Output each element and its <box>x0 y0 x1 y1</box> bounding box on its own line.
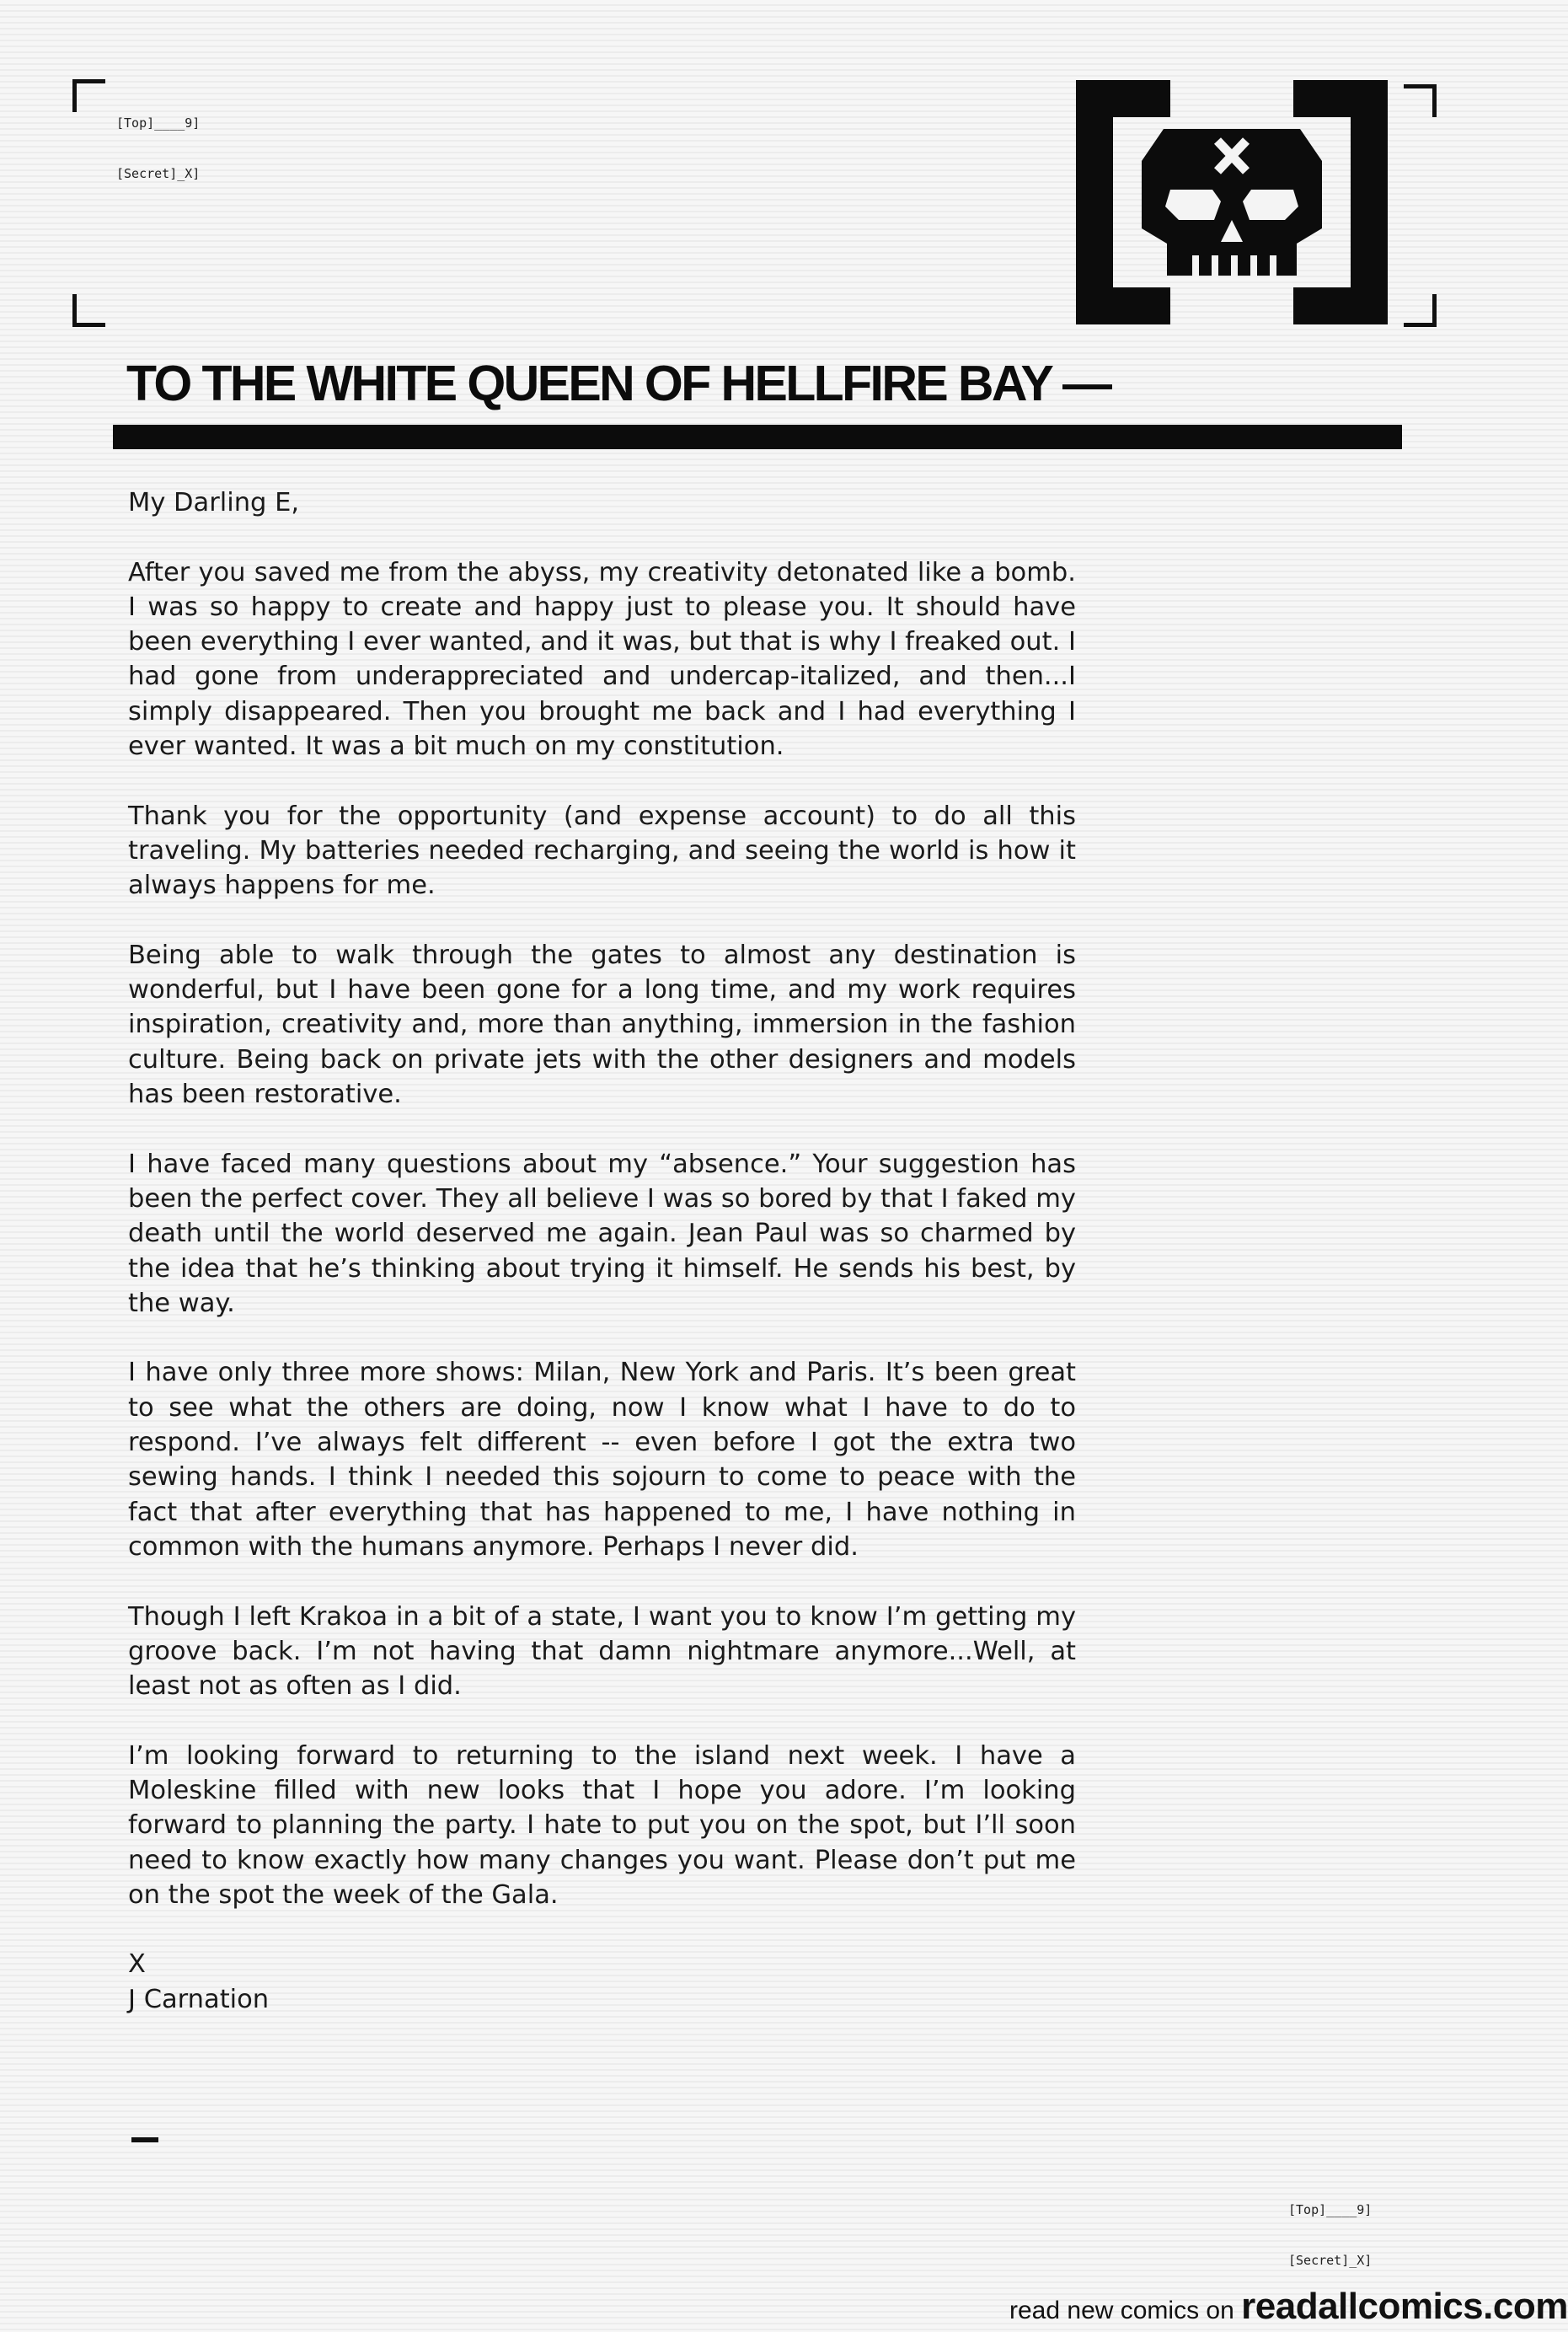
letter-paragraph: Though I left Krakoa in a bit of a state, I want you to know I’m getting my groove back. I’m not having that damn nightmare anymore...Well, at least not as often as I did. <box>128 1601 1076 1702</box>
letter-body <box>128 485 1076 2017</box>
letter-paragraph: After you saved me from the abyss, my creativity detonated like a bomb. I was so happy to create and happy just to please you. It should have been everything I ever wanted, and it was, but that is why I freaked out. I had gone from underappreciated and undercap-italized, and then...I simply disappeared. Then you brought me back and I had everything I ever wanted. It was a bit much on my constitution. <box>128 557 1076 762</box>
letter-paragraph: I’m looking forward to returning to the island next week. I have a Moleskine filled with new looks that I hope you adore. I’m looking forward to planning the party. I hate to put you on the spot, but I’ll soon need to know exactly how many changes you want. Please don’t put me on the spot the week of the Gala. <box>128 1740 1076 1910</box>
headline-underline-bar <box>113 425 1402 449</box>
classification-stamp-top <box>116 81 200 199</box>
classification-line: [Top]____9] <box>1288 2202 1373 2217</box>
footer-prefix: read new comics on <box>1009 2297 1242 2324</box>
skull-x-bracket-logo <box>1076 80 1388 324</box>
closing-dash <box>131 2137 158 2142</box>
classification-line: [Top]____9] <box>116 115 201 131</box>
frame-corner-bottom-right <box>1404 294 1437 327</box>
signoff-mark: X <box>128 1949 146 1980</box>
classification-stamp-bottom <box>1288 2168 1372 2286</box>
letter-paragraph: I have faced many questions about my “absence.” Your suggestion has been the perfect cover. They all believe I was so bored by that I faked my death until the world deserved me again. Jean Paul was so charmed by the idea that he’s thinking about trying it himself. He sends his best, by the way. <box>128 1149 1076 1318</box>
letter-paragraph: Thank you for the opportunity (and expense account) to do all this traveling. My batteries needed recharging, and seeing the world is how it always happens for me. <box>128 801 1076 901</box>
footer-credit <box>1009 2286 1568 2328</box>
letter-paragraph: Being able to walk through the gates to almost any destination is wonderful, but I have been gone for a long time, and my work requires inspiration, creativity and, more than anything, immersion in the fashion culture. Being back on private jets with the other designers and models has been restorative. <box>128 940 1076 1110</box>
frame-corner-top-right <box>1404 84 1437 117</box>
letter-headline: TO THE WHITE QUEEN OF HELLFIRE BAY — <box>126 356 1110 411</box>
letter-paragraph: I have only three more shows: Milan, New York and Paris. It’s been great to see what the others are doing, now I know what I have to do to respond. I’ve always felt different -- even before I got the extra two sewing hands. I think I needed this sojourn to come to peace with the fact that after everything that has happened to me, I have nothing in common with the humans anymore. Perhaps I never did. <box>128 1358 1076 1562</box>
classification-line: [Secret]_X] <box>1288 2253 1373 2268</box>
frame-corner-bottom-left <box>72 294 105 327</box>
classification-line: [Secret]_X] <box>116 166 201 181</box>
letter-salutation: My Darling E, <box>128 488 300 517</box>
letter-signoff <box>128 1947 1076 2017</box>
footer-site-link[interactable]: readallcomics.com <box>1241 2286 1568 2327</box>
signature-name: J Carnation <box>128 1984 270 2014</box>
frame-corner-top-left <box>72 79 105 112</box>
